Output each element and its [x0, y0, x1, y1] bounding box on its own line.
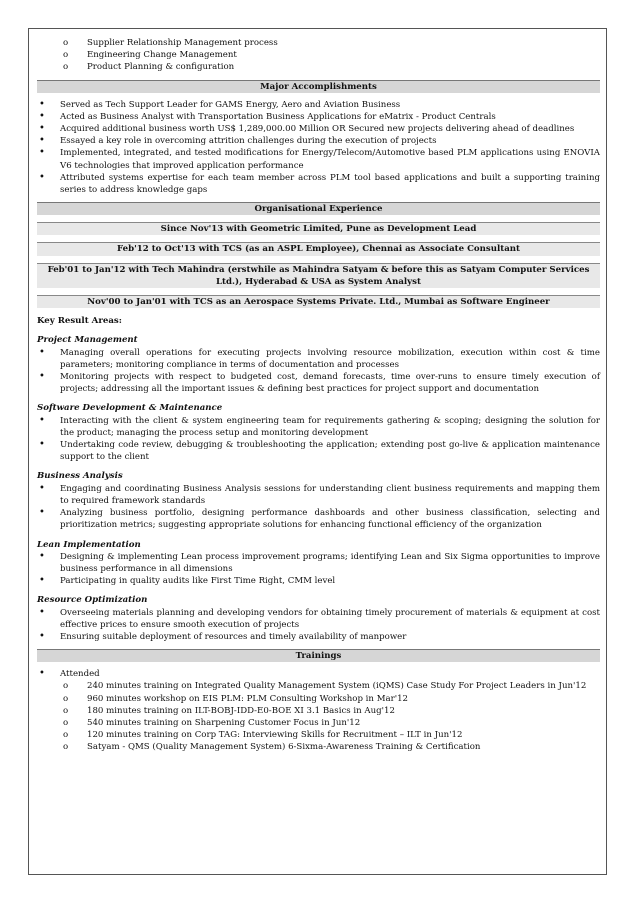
list-item: • Attributed systems expertise for each team member across PLM tool based applications and built a supporting training series to address knowledge gaps — [37, 172, 600, 196]
list-item: • Monitoring projects with respect to budgeted cost, demand forecasts, time over-runs to ensure timely execution of projects; addressing all the important issues & defining best practices for project support and documentation — [37, 371, 600, 395]
list-item: • Managing overall operations for executing projects involving resource mobilization, execution within cost & time parameters; monitoring compliance in terms of documentation and processes — [37, 347, 600, 371]
list-item: • Served as Tech Support Leader for GAMS Energy, Aero and Aviation Business — [37, 99, 600, 111]
kra-category-title: Business Analysis — [37, 471, 123, 482]
section-heading-accomplishments: Major Accomplishments — [37, 80, 600, 93]
list-item: • Acquired additional business worth US$ 1,289,000.00 Million OR Secured new projects delivering ahead of deadlines — [37, 123, 600, 135]
kra-category-title: Resource Optimization — [37, 595, 148, 606]
list-item: • Acted as Business Analyst with Transportation Business Applications for eMatrix - Product Centrals — [37, 111, 600, 123]
list-item: • Participating in quality audits like First Time Right, CMM level — [37, 575, 600, 587]
list-item: • Ensuring suitable deployment of resources and timely availability of manpower — [37, 631, 600, 643]
kra-heading: Key Result Areas: — [37, 316, 122, 327]
list-item: • Implemented, integrated, and tested modifications for Energy/Telecom/Automotive based PLM applications using ENOVIA V6 technologies that improved application performance — [37, 147, 600, 171]
kra-category-title: Lean Implementation — [37, 539, 141, 550]
section-heading-trainings: Trainings — [37, 649, 600, 662]
sub-item: o 120 minutes training on Corp TAG: Interviewing Skills for Recruitment – ILT in Jun'12 — [37, 729, 600, 741]
sub-item: o Engineering Change Management — [37, 49, 600, 61]
sub-item: o Satyam - QMS (Quality Management System) 6-Sixma-Awareness Training & Certification — [37, 741, 600, 753]
accomplishments-list — [37, 99, 600, 197]
sub-item: o Product Planning & configuration — [37, 61, 600, 73]
sub-item: o Supplier Relationship Management process — [37, 37, 600, 49]
sub-item: o 240 minutes training on Integrated Quality Management System (iQMS) Case Study For Project Leaders in Jun'12 — [37, 680, 600, 692]
experience-role: Feb'12 to Oct'13 with TCS (as an ASPL Employee), Chennai as Associate Consultant — [37, 242, 600, 255]
resume-page — [28, 28, 607, 875]
list-item: • Analyzing business portfolio, designing performance dashboards and other business classification, selecting and prioritization metrics; suggesting appropriate solutions for enhancing functional efficiency of the organization — [37, 507, 600, 531]
list-item: • Undertaking code review, debugging & troubleshooting the application; extending post go-live & application maintenance support to the client — [37, 439, 600, 463]
list-item: • Interacting with the client & system engineering team for requirements gathering & scoping; designing the solution for the product; managing the process setup and monitoring development — [37, 415, 600, 439]
experience-role: Since Nov'13 with Geometric Limited, Pune as Development Lead — [37, 222, 600, 235]
list-item: • Essayed a key role in overcoming attrition challenges during the execution of projects — [37, 135, 600, 147]
resume-content — [29, 29, 606, 874]
kra-category-title: Software Development & Maintenance — [37, 403, 223, 414]
list-item: • Engaging and coordinating Business Analysis sessions for understanding client business requirements and mapping them to required framework standards — [37, 483, 600, 507]
top-sub-list — [37, 37, 600, 74]
experience-role: Feb'01 to Jan'12 with Tech Mahindra (erstwhile as Mahindra Satyam & before this as Satyam Computer Services Ltd.), Hyderabad & USA as System Analyst — [37, 263, 600, 288]
section-heading-experience: Organisational Experience — [37, 202, 600, 215]
kra-category-title: Project Management — [37, 335, 138, 346]
sub-item: o 960 minutes workshop on EIS PLM: PLM Consulting Workshop in Mar'12 — [37, 693, 600, 705]
sub-item: o 180 minutes training on ILT-BOBJ-IDD-E0-BOE XI 3.1 Basics in Aug'12 — [37, 705, 600, 717]
trainings-list — [37, 680, 600, 753]
list-item: • Attended — [37, 668, 600, 680]
list-item: • Overseeing materials planning and developing vendors for obtaining timely procurement of materials & equipment at cost effective prices to ensure smooth execution of projects — [37, 607, 600, 631]
list-item: • Designing & implementing Lean process improvement programs; identifying Lean and Six Sigma opportunities to improve business performance in all dimensions — [37, 551, 600, 575]
sub-item: o 540 minutes training on Sharpening Customer Focus in Jun'12 — [37, 717, 600, 729]
experience-role: Nov'00 to Jan'01 with TCS as an Aerospace Systems Private. Ltd., Mumbai as Software Engineer — [37, 295, 600, 308]
